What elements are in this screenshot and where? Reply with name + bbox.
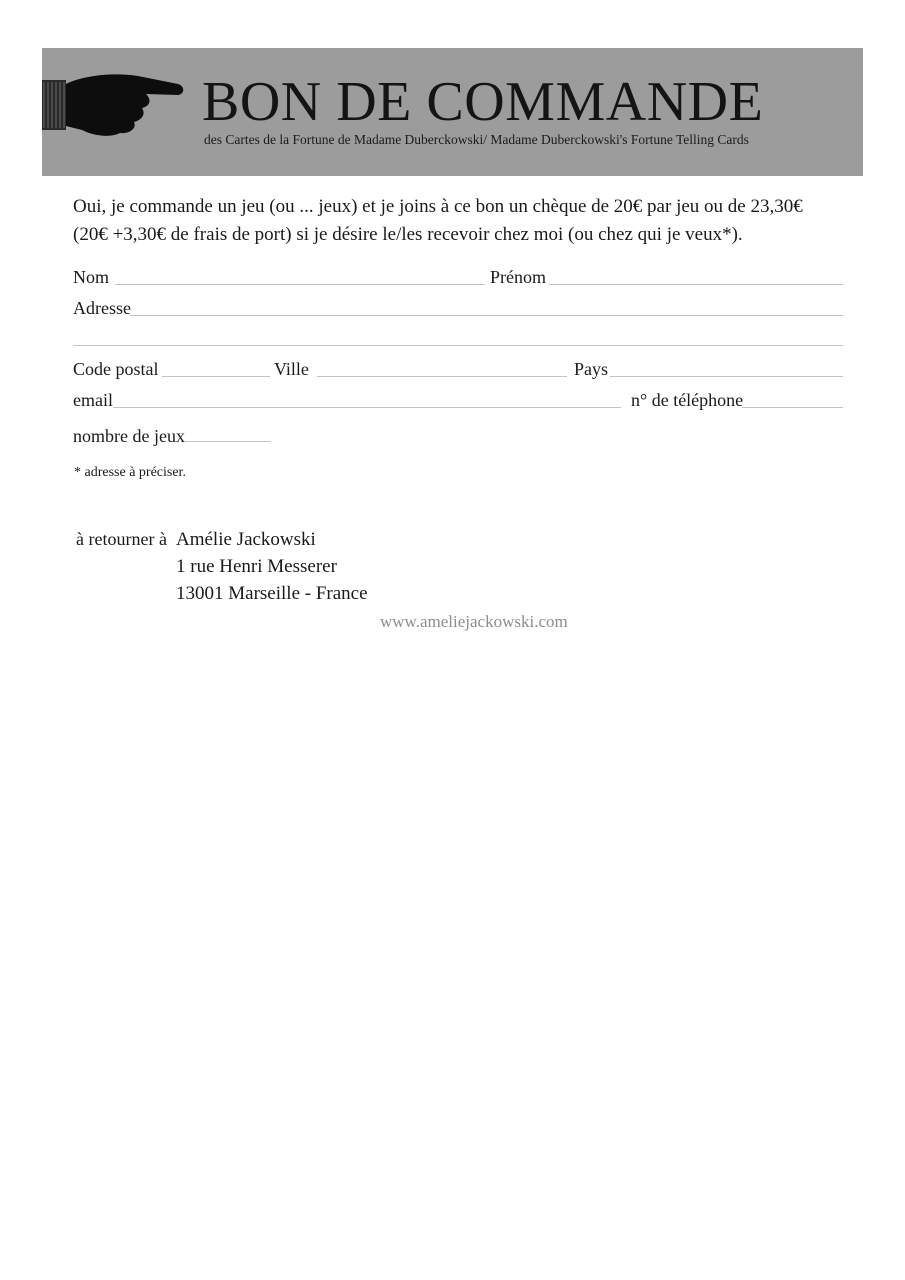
adresse-label: Adresse	[73, 298, 131, 318]
nombre-jeux-label: nombre de jeux	[73, 426, 185, 446]
return-label: à retourner à	[76, 529, 167, 549]
prenom-field[interactable]	[549, 284, 843, 285]
ville-label: Ville	[274, 359, 309, 379]
email-field[interactable]	[113, 407, 621, 408]
return-city: 13001 Marseille - France	[176, 583, 368, 604]
code-postal-field[interactable]	[162, 376, 270, 377]
nom-label: Nom	[73, 267, 109, 287]
website-link[interactable]: www.ameliejackowski.com	[380, 612, 568, 631]
pointing-hand-icon	[42, 70, 187, 140]
page-subtitle: des Cartes de la Fortune de Madame Duberckowski/ Madame Duberckowski's Fortune Telling Cards	[204, 132, 749, 147]
return-name: Amélie Jackowski	[176, 529, 316, 550]
return-street: 1 rue Henri Messerer	[176, 556, 337, 577]
intro-text: Oui, je commande un jeu (ou ... jeux) et je joins à ce bon un chèque de 20€ par jeu ou de 23,30€ (20€ +3,30€ de frais de port) si je désire le/les recevoir chez moi (ou chez qui je veux*).	[73, 196, 803, 245]
nom-field[interactable]	[115, 284, 485, 285]
telephone-field[interactable]	[742, 407, 843, 408]
email-label: email	[73, 390, 113, 410]
adresse-field[interactable]	[130, 315, 843, 316]
prenom-label: Prénom	[490, 267, 546, 287]
pays-label: Pays	[574, 359, 609, 379]
page-title: BON DE COMMANDE	[202, 71, 764, 133]
code-postal-label: Code postal	[73, 359, 159, 379]
adresse-field-line-2[interactable]	[73, 345, 843, 346]
nombre-jeux-field[interactable]	[185, 441, 271, 442]
address-note: * adresse à préciser.	[74, 465, 186, 480]
pays-field[interactable]	[610, 376, 843, 377]
header-banner	[42, 48, 863, 176]
telephone-label: n° de téléphone	[631, 390, 744, 410]
ville-field[interactable]	[317, 376, 567, 377]
